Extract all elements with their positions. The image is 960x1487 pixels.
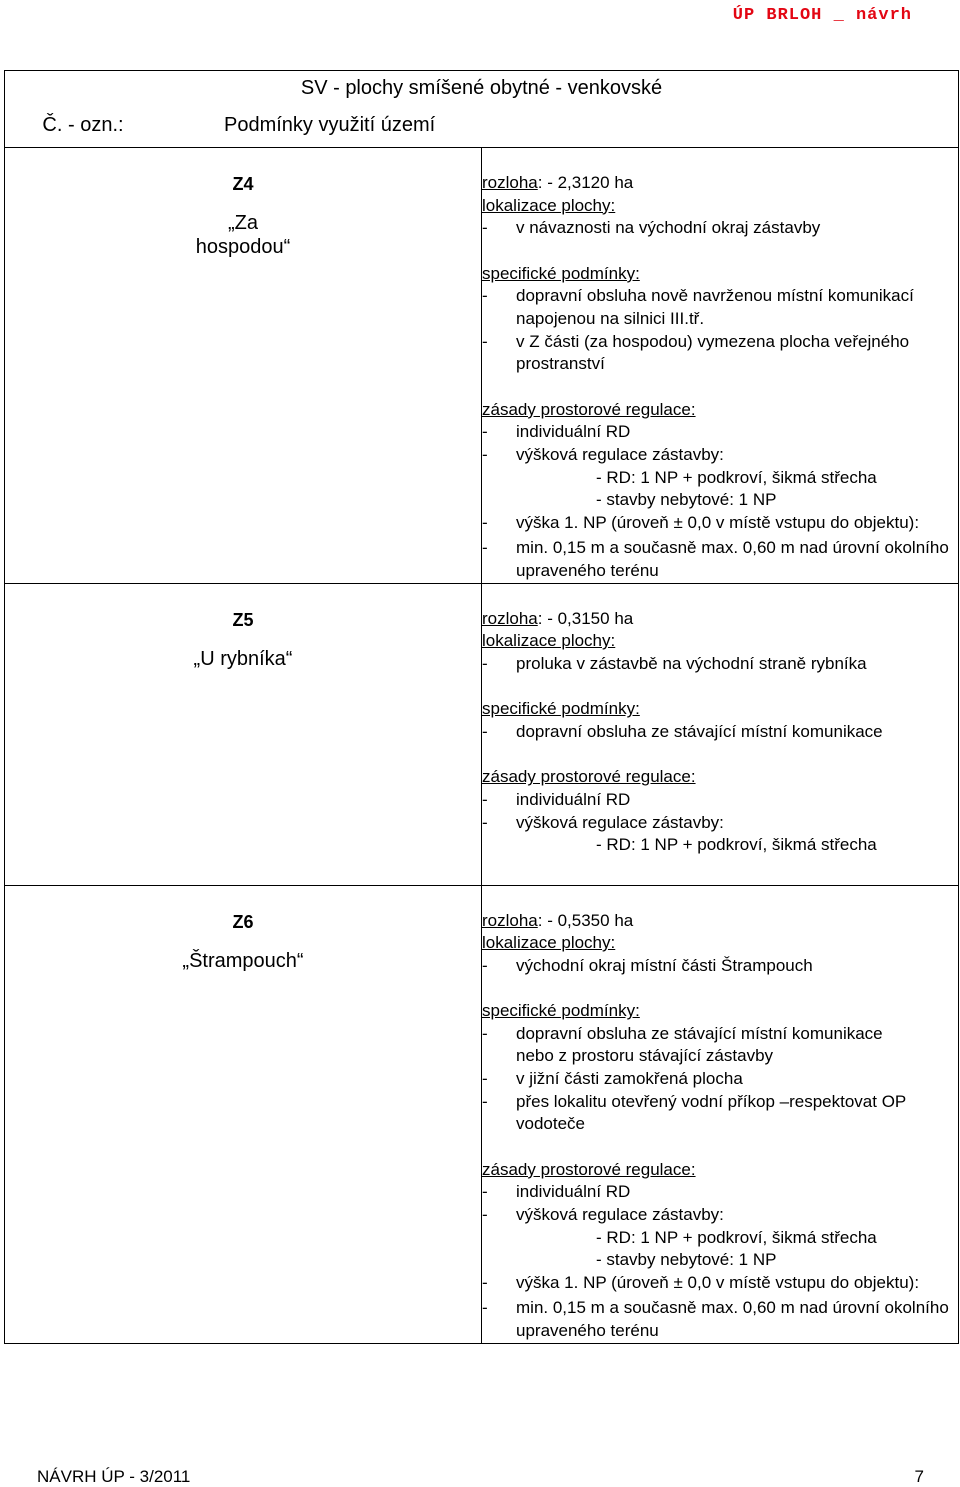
list-item: - výška 1. NP (úroveň ± 0,0 v místě vstupu do objektu): [482, 512, 920, 532]
zasady-label: zásady prostorové regulace: [482, 767, 696, 787]
table-row-z5 [5, 583, 959, 885]
list-item: - min. 0,15 m a současně max. 0,60 m nad úrovní okolního upraveného terénu [482, 538, 949, 580]
zone-conditions-cell [482, 148, 959, 584]
zone-code-cell [5, 583, 482, 885]
rozloha-value: : - 2,3120 ha [537, 173, 634, 192]
list-item: - dopravní obsluha ze stávající místní komunikace nebo z prostoru stávající zástavby [482, 1023, 883, 1066]
sub-item: - stavby nebytové: 1 NP [596, 1250, 777, 1270]
list-item: - v návaznosti na východní okraj zástavby [482, 218, 821, 238]
lokalizace-label: lokalizace plochy: [482, 631, 616, 651]
list-item: - individuální RD [482, 1182, 631, 1202]
zone-name: „Za [228, 212, 258, 234]
sub-item: - RD: 1 NP + podkroví, šikmá střecha [596, 835, 877, 855]
list-item: - proluka v zástavbě na východní straně rybníka [482, 653, 867, 673]
sub-item: - stavby nebytové: 1 NP [596, 490, 777, 510]
list-item: - min. 0,15 m a současně max. 0,60 m nad úrovní okolního upraveného terénu [482, 1298, 949, 1340]
regulation-table [4, 70, 959, 1344]
zasady-label: zásady prostorové regulace: [482, 399, 696, 419]
list-item: - dopravní obsluha nově navrženou místní komunikací napojenou na silnici III.tř. [482, 286, 914, 328]
zasady-label: zásady prostorové regulace: [482, 1159, 696, 1179]
zone-code: Z5 [232, 609, 254, 630]
rozloha-label: rozloha [482, 173, 538, 192]
list-item: - individuální RD [482, 790, 631, 810]
list-item: - individuální RD [482, 422, 631, 442]
rozloha-line [482, 608, 958, 631]
sub-item: - RD: 1 NP + podkroví, šikmá střecha [596, 1227, 877, 1247]
rozloha-value: : - 0,5350 ha [537, 910, 634, 930]
specificke-label: specifické podmínky: [482, 699, 640, 719]
zone-code: Z4 [232, 174, 254, 194]
zone-conditions-cell [482, 583, 959, 885]
zone-code-cell [5, 885, 482, 1343]
list-item: - výšková regulace zástavby: [482, 1205, 724, 1225]
list-item: - v jižní části zamokřená plocha [482, 1069, 743, 1089]
zone-code: Z6 [232, 911, 254, 932]
zone-name: „Štrampouch“ [182, 949, 304, 972]
list-item: - přes lokalitu otevřený vodní příkop –respektovat OP vodoteče [482, 1091, 906, 1134]
table-header-row [5, 71, 959, 148]
table-header-cell [5, 71, 959, 148]
rozloha-label: rozloha [482, 910, 538, 930]
specificke-label: specifické podmínky: [482, 263, 640, 283]
list-item: - výšková regulace zástavby: [482, 812, 724, 832]
zone-name: „U rybníka“ [193, 647, 293, 670]
zone-name: hospodou“ [195, 236, 291, 258]
table-row-z6 [5, 885, 959, 1343]
list-item: - východní okraj místní části Štrampouch [482, 955, 813, 975]
zone-conditions-cell [482, 885, 959, 1343]
table-title: SV - plochy smíšené obytné - venkovské [300, 77, 663, 99]
sub-item: - RD: 1 NP + podkroví, šikmá střecha [596, 467, 877, 487]
list-item: - v Z části (za hospodou) vymezena plocha veřejného prostranství [482, 331, 910, 374]
document-header-label: ÚP BRLOH _ návrh [732, 6, 912, 25]
specificke-label: specifické podmínky: [482, 1001, 640, 1021]
rozloha-value: : - 0,3150 ha [537, 608, 634, 628]
list-item: - dopravní obsluha ze stávající místní komunikace [482, 721, 883, 741]
column-header-code: Č. - ozn.: [42, 114, 124, 136]
table-row-z4 [5, 148, 959, 584]
zone-code-cell [5, 148, 482, 584]
lokalizace-label: lokalizace plochy: [482, 195, 616, 215]
rozloha-label: rozloha [482, 608, 538, 628]
rozloha-line [482, 910, 958, 933]
rozloha-line [482, 172, 958, 195]
list-item: - výška 1. NP (úroveň ± 0,0 v místě vstupu do objektu): [482, 1272, 920, 1292]
column-header-conditions: Podmínky využití území [224, 114, 436, 136]
list-item: - výšková regulace zástavby: [482, 444, 724, 464]
footer-page-number: 7 [914, 1467, 924, 1486]
lokalizace-label: lokalizace plochy: [482, 933, 616, 953]
footer-document-id: NÁVRH ÚP - 3/2011 [37, 1467, 191, 1486]
